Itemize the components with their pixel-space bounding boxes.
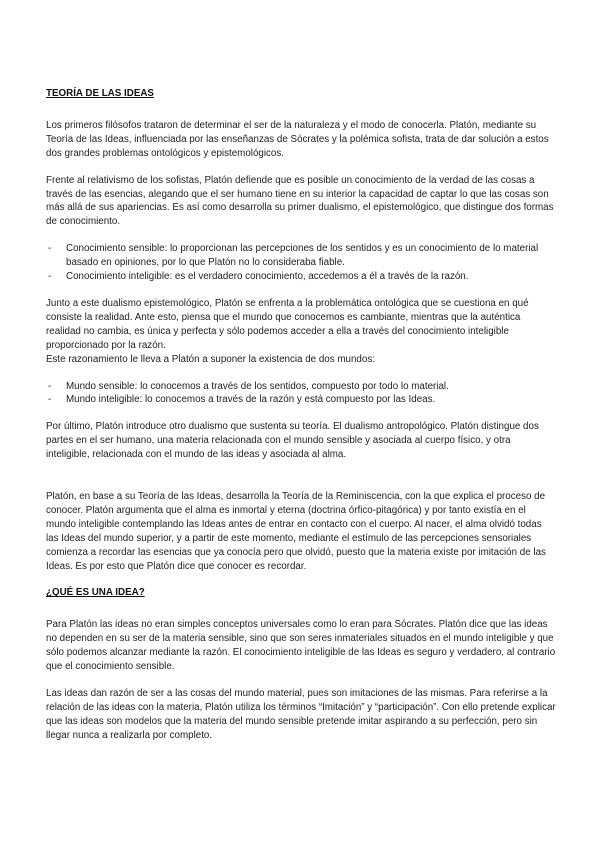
heading-que-es-una-idea: ¿QUÉ ES UNA IDEA? [46, 587, 145, 599]
list-dos-mundos [46, 380, 556, 408]
list-item: - Conocimiento inteligible: es el verdadero conocimiento, accedemos a él a través de la razón. [46, 270, 556, 284]
list-item: - Conocimiento sensible: lo proporcionan las percepciones de los sentidos y es un conocimiento de lo material basado en opiniones, por lo que Platón no lo consideraba fiable. [46, 242, 556, 270]
paragraph-imitacion-participacion: Las ideas dan razón de ser a las cosas del mundo material, pues son imitaciones de las mismas. Para referirse a la relación de las ideas con la materia, Platón utiliza los términos “Imitación” y “participación”. Con ello pretende explicar que las ideas son modelos que la materia del mundo sensible pretende imitar aspirando a su perfección, pero sin llegar nunca a realizarla por completo. [46, 688, 556, 741]
paragraph-dualismo-epistemologico: Frente al relativismo de los sofistas, Platón defiende que es posible un conocimiento de la verdad de las cosas a través de las esencias, alegando que el ser humano tiene en su interior la capacidad de captar lo que las cosas son más allá de sus apariencias. Es así como desarrolla su primer dualismo, el epistemológico, que distingue dos formas de conocimiento. [46, 174, 554, 228]
heading-teoria-de-las-ideas: TEORÍA DE LAS IDEAS [46, 88, 154, 99]
list-formas-de-conocimiento [46, 242, 556, 284]
paragraph-problematica-ontologica: Junto a este dualismo epistemológico, Platón se enfrenta a la problemática ontológica que se cuestiona en qué consiste la realidad. Ante esto, piensa que el mundo que conocemos es cambiante, mientras que la auténtica realidad no cambia, es única y perfecta y sólo podemos acceder a ella a través del conocimiento inteligible proporcionado por la razón. [46, 297, 529, 351]
paragraph-introduccion: Los primeros filósofos trataron de determinar el ser de la naturaleza y el modo de conocerla. Platón, mediante su Teoría de las Ideas, influenciada por las enseñanzas de Sócrates y la polémica sofista, trata de dar solución a estos dos grandes problemas ontológicos y epistemológicos. [46, 119, 549, 159]
paragraph-ideas-inmateriales: Para Platón las ideas no eran simples conceptos universales como lo eran para Sócrates. Platón dice que las ideas no dependen en su ser de la materia sensible, sino que son seres inmateriales situados en el mundo inteligible y que sólo podemos alcanzar mediante la razón. El conocimiento inteligible de las Ideas es seguro y verdadero, al contrario que el conocimiento sensible. [46, 619, 556, 673]
list-item: - Mundo inteligible: lo conocemos a través de la razón y está compuesto por las Ideas. [46, 393, 556, 407]
paragraph-reminiscencia: Platón, en base a su Teoría de las Ideas, desarrolla la Teoría de la Reminiscencia, con la que explica el proceso de conocer. Platón argumenta que el alma es inmortal y eterna (doctrina órfico-pitagórica) y por tanto existía en el mundo inteligible contemplando las Ideas antes de entrar en contacto con el cuerpo. Al nacer, el alma olvidó todas las Ideas del mundo superior, y a partir de este momento, mediante el estímulo de las percepciones sensoriales comienza a recordar las esencias que ya conocía pero que olvidó, puesto que la materia existe por imitación de las Ideas. Es por esto que Platón dice que conocer es recordar. [46, 491, 546, 572]
list-item: - Mundo sensible: lo conocemos a través de los sentidos, compuesto por todo lo material. [46, 380, 556, 394]
document-body [46, 87, 556, 743]
paragraph-dualismo-antropologico: Por último, Platón introduce otro dualismo que sustenta su teoría. El dualismo antropológico. Platón distingue dos partes en el ser humano, una materia relacionada con el mundo sensible y asociada al cuerpo físico, y otra inteligible, relacionada con el mundo de las ideas y asociada al alma. [46, 421, 539, 461]
paragraph-dos-mundos-intro: Este razonamiento le lleva a Platón a suponer la existencia de dos mundos: [46, 353, 375, 365]
